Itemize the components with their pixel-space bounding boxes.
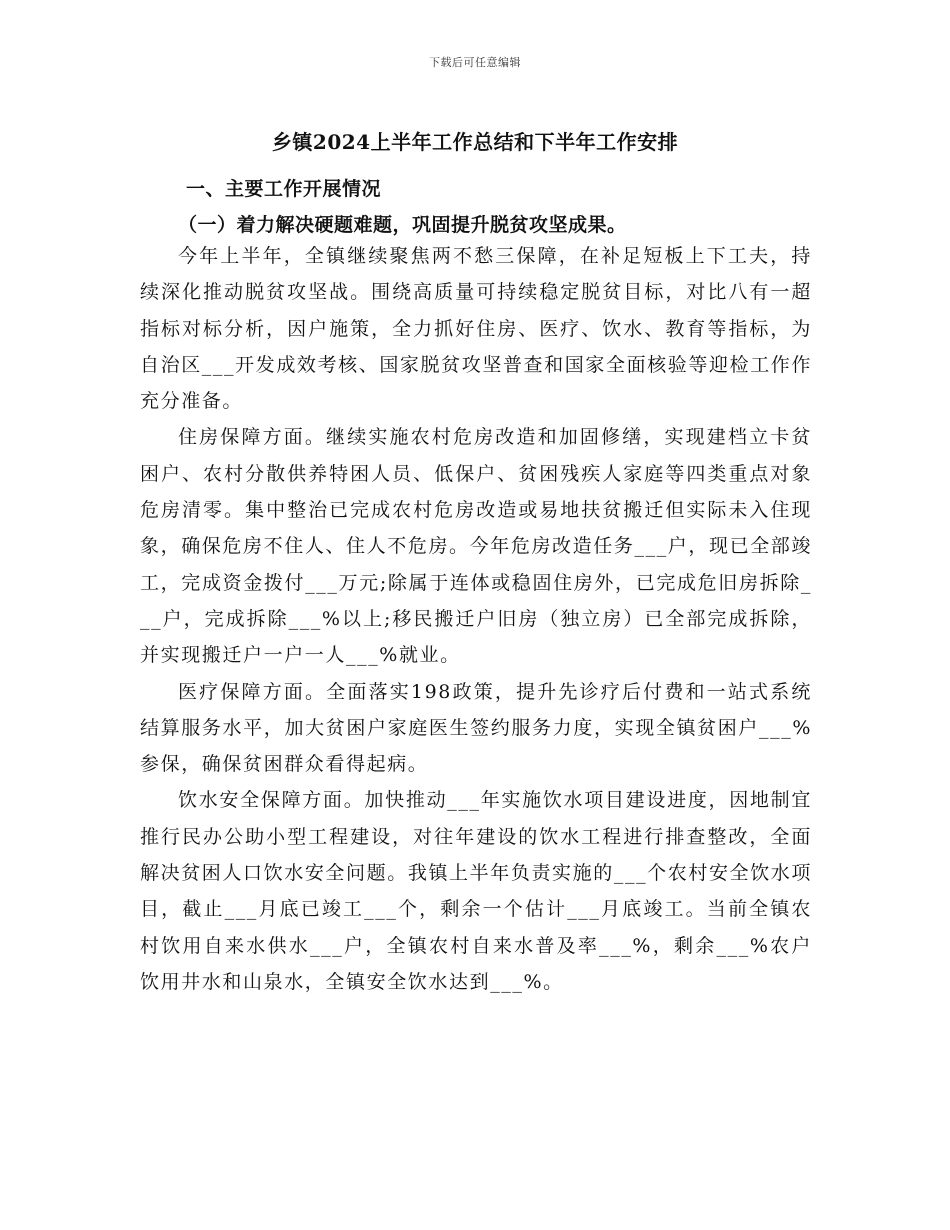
document-body	[140, 238, 812, 1000]
subsection-heading: （一）着力解决硬题难题，巩固提升脱贫攻坚成果。	[178, 214, 627, 236]
page-header-note: 下载后可任意编辑	[429, 56, 521, 69]
paragraph-housing: 住房保障方面。继续实施农村危房改造和加固修缮，实现建档立卡贫困户、农村分散供养特困人员、低保户、贫困残疾人家庭等四类重点对象危房清零。集中整治已完成农村危房改造或易地扶贫搬迁但实际未入住现象，确保危房不住人、住人不危房。今年危房改造任务___户，现已全部竣工，完成资金拨付___万元;除属于连体或稳固住房外，已完成危旧房拆除___户，完成拆除___%以上;移民搬迁户旧房（独立房）已全部完成拆除，并实现搬迁户一户一人___%就业。	[140, 426, 812, 667]
paragraph-medical: 医疗保障方面。全面落实198政策，提升先诊疗后付费和一站式系统结算服务水平，加大贫困户家庭医生签约服务力度，实现全镇贫困户___%参保，确保贫困群众看得起病。	[140, 680, 812, 776]
document-title: 乡镇2024上半年工作总结和下半年工作安排	[271, 130, 679, 154]
paragraph-overview: 今年上半年，全镇继续聚焦两不愁三保障，在补足短板上下工夫，持续深化推动脱贫攻坚战。围绕高质量可持续稳定脱贫目标，对比八有一超指标对标分析，因户施策，全力抓好住房、医疗、饮水、教育等指标，为自治区___开发成效考核、国家脱贫攻坚普查和国家全面核验等迎检工作作充分准备。	[140, 245, 812, 413]
section-heading: 一、主要工作开展情况	[186, 178, 382, 200]
paragraph-water: 饮水安全保障方面。加快推动___年实施饮水项目建设进度，因地制宜推行民办公助小型工程建设，对往年建设的饮水工程进行排查整改，全面解决贫困人口饮水安全问题。我镇上半年负责实施的___个农村安全饮水项目，截止___月底已竣工___个，剩余一个估计___月底竣工。当前全镇农村饮用自来水供水___户，全镇农村自来水普及率___%，剩余___%农户饮用井水和山泉水，全镇安全饮水达到___%。	[140, 789, 812, 993]
